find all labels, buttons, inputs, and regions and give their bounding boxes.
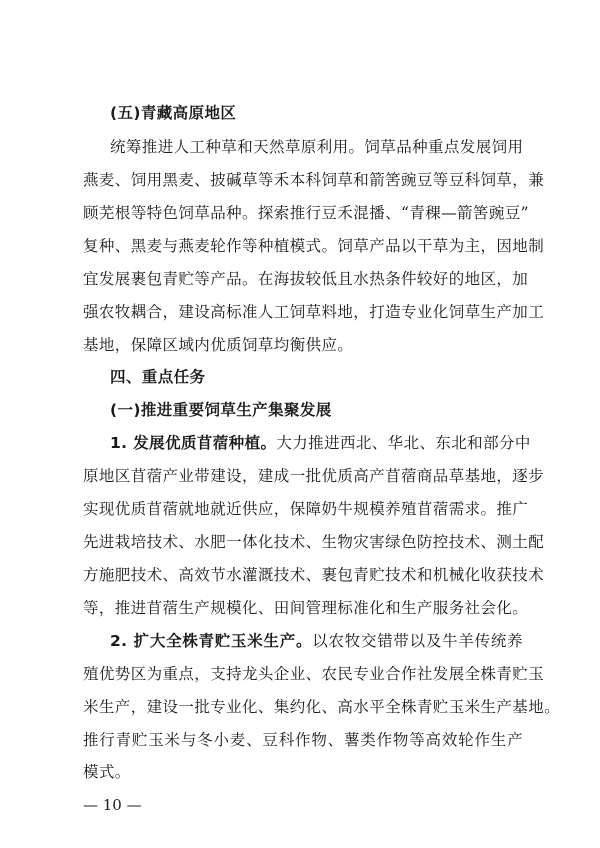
paragraph-line: 殖优势区为重点，支持龙头企业、农民专业合作社发展全株青贮玉 [83,665,545,683]
section-heading-qinghai-tibet: (五)青藏高原地区 [110,104,237,122]
paragraph-line: 强农牧耦合，建设高标准人工饲草料地，打造专业化饲草生产加工 [83,303,545,321]
subsection-heading-forage-cluster: (一)推进重要饲草生产集聚发展 [110,401,332,419]
paragraph-line: 燕麦、饲用黑麦、披碱草等禾本科饲草和箭筈豌豆等豆科饲草，兼 [83,171,545,189]
item-1-title: 1. 发展优质苜蓿种植。 [110,434,277,452]
paragraph-line: 宜发展裹包青贮等产品。在海拔较低且水热条件较好的地区，加 [83,270,529,288]
paragraph-line: 统筹推进人工种草和天然草原利用。饲草品种重点发展饲用 [110,138,524,156]
paragraph-line: 原地区苜蓿产业带建设，建成一批优质高产苜蓿商品草基地，逐步 [83,467,545,485]
paragraph-line: 复种、黑麦与燕麦轮作等种植模式。饲草产品以干草为主，因地制 [83,237,545,255]
paragraph-line: 基地，保障区域内优质饲草均衡供应。 [83,336,354,354]
item-2-title: 2. 扩大全株青贮玉米生产。 [110,632,313,650]
paragraph-line: 方施肥技术、高效节水灌溉技术、裹包青贮技术和机械化收获技术 [83,566,545,584]
item-1-first-line [110,433,531,453]
page-number: — 10 — [83,796,142,814]
paragraph-line: 先进栽培技术、水肥一体化技术、生物灾害绿色防控技术、测土配 [83,533,545,551]
item-1-first-rest: 大力推进西北、华北、东北和部分中 [276,434,531,452]
item-2-first-line [110,631,523,651]
paragraph-line: 模式。 [83,763,131,781]
paragraph-line: 实现优质苜蓿就地就近供应，保障奶牛规模养殖苜蓿需求。推广 [83,500,529,518]
item-2-first-rest: 以农牧交错带以及牛羊传统养 [312,632,523,650]
part-heading-key-tasks: 四、重点任务 [110,368,206,386]
paragraph-line: 顾芜根等特色饲草品种。探索推行豆禾混播、“青稞—箭筈豌豆” [83,204,529,222]
paragraph-line: 推行青贮玉米与冬小麦、豆科作物、薯类作物等高效轮作生产 [83,731,523,749]
paragraph-line: 等，推进苜蓿生产规模化、田间管理标准化和生产服务社会化。 [83,599,529,617]
paragraph-line: 米生产，建设一批专业化、集约化、高水平全株青贮玉米生产基地。 [83,698,561,716]
